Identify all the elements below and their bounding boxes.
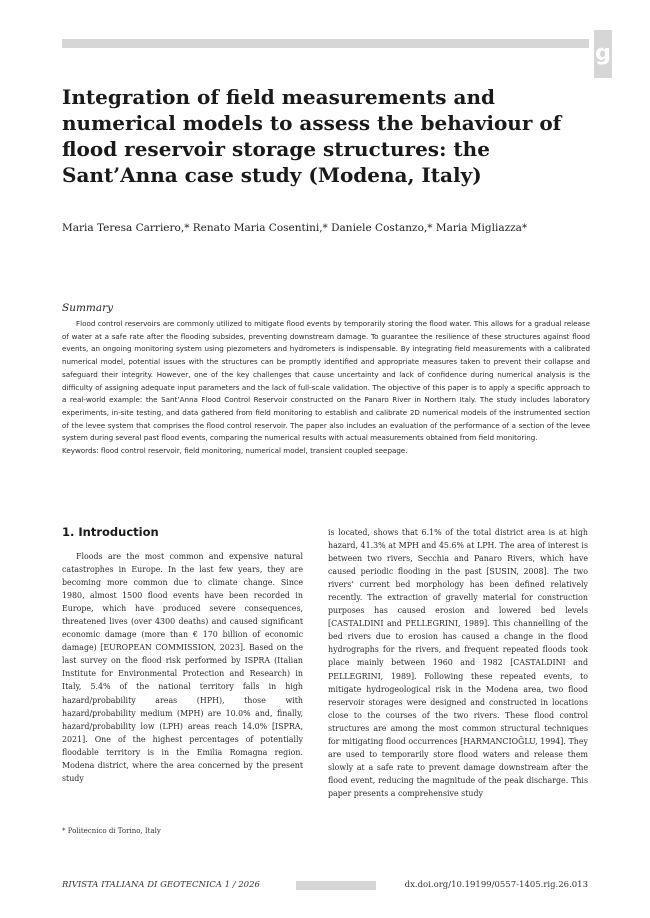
footer-bar bbox=[296, 881, 376, 890]
header-bar bbox=[62, 39, 589, 48]
journal-name: RIVISTA ITALIANA DI GEOTECNICA 1 / 2026 bbox=[62, 880, 260, 890]
summary-abstract bbox=[62, 318, 590, 458]
svg-text:g: g bbox=[595, 41, 611, 66]
section-heading-introduction: 1. Introduction bbox=[62, 525, 159, 539]
article-title: Integration of field measurements and numerical models to assess the behaviour of flood reservoir storage structures: the Sant’Anna case study (Modena, Italy) bbox=[62, 85, 562, 187]
journal-logo-icon bbox=[594, 30, 612, 78]
doi-link[interactable]: dx.doi.org/10.19199/0557-1405.rig.26.013 bbox=[404, 880, 588, 890]
keywords: Keywords: flood control reservoir, field monitoring, numerical model, transient coupled seepage. bbox=[62, 446, 408, 456]
affiliation-footnote: * Politecnico di Torino, Italy bbox=[62, 827, 161, 835]
summary-heading: Summary bbox=[62, 302, 114, 314]
summary-text: Flood control reservoirs are commonly utilized to mitigate flood events by temporarily storing the flood water. This allows for a gradual release of water at a safe rate after the flooding subsides, preventing downstream damage. To guarantee the resilience of these structures against flood events, an ongoing monitoring system using piezometers and hydrometers is indispensable. By integrating field measurements with a calibrated numerical model, potential issues with the structures can be promptly identified and appropriate measures taken to prevent their collapse and safeguard their integrity. However, one of the key challenges that cause uncertainty and lack of confidence during numerical analysis is the difficulty of assigning adequate input parameters and the lack of full-scale validation. The objective of this paper is to apply a specific approach to a real-world example: the Sant’Anna Flood Control Reservoir constructed on the Panaro River in Northern Italy. The study includes laboratory experiments, in-site testing, and data gathered from field monitoring to establish and calibrate 2D numerical models of the instrumented section of the levee system that comprises the flood control reservoir. The paper also includes an evaluation of the performance of a section of the levee system during several past flood events, comparing the numerical results with actual measurements obtained from field monitoring. bbox=[62, 319, 590, 443]
body-column-right bbox=[328, 526, 588, 800]
author-list: Maria Teresa Carriero,* Renato Maria Cosentini,* Daniele Costanzo,* Maria Migliazza* bbox=[62, 222, 528, 234]
intro-paragraph-left: Floods are the most common and expensive natural catastrophes in Europe. In the last few years, they are becoming more common due to climate change. Since 1980, almost 1500 flood events have been recorded in Europe, which have produced severe consequences, threatened lives (over 4300 deaths) and caused significant economic damage (more than € 170 billion of economic damage) [EUROPEAN COMMISSION, 2023]. Based on the last survey on the flood risk performed by ISPRA (Italian Institute for Environmental Protection and Research) in Italy, 5.4% of the national territory falls in high hazard/probability areas (HPH), those with hazard/probability medium (MPH) are 10.0% and, finally, hazard/probability low (LPH) areas reach 14.0% [ISPRA, 2021]. One of the highest percentages of potentially floodable territory is in the Emilia Romagna region. Modena district, where the area concerned by the present study bbox=[62, 552, 303, 783]
intro-paragraph-right: is located, shows that 6.1% of the total district area is at high hazard, 41.3% at MPH and 45.6% at LPH. The area of interest is between two rivers, Secchia and Panaro Rivers, which have caused periodic flooding in the past [SUSIN, 2008]. The two rivers’ current bed morphology has been defined relatively recently. The extraction of gravelly material for construction purposes has caused erosion and lowered bed levels [CASTALDINI and PELLEGRINI, 1989]. This channelling of the bed rivers due to erosion has caused a change in the flood hydrographs for the rivers, and frequent repeated floods took place mainly between 1960 and 1982 [CASTALDINI and PELLEGRINI, 1989]. Following these repeated events, to mitigate hydrogeological risk in the Modena area, two flood reservoir storages were designed and constructed in locations close to the courses of the two rivers. These flood control structures are among the most common structural techniques for mitigating flood occurrences [HARMANCIOĞLU, 1994]. They are used to temporarily store flood waters and release them slowly at a safe rate to prevent damage downstream after the flood event, reducing the magnitude of the peak discharge. This paper presents a comprehensive study bbox=[328, 528, 588, 798]
body-column-left bbox=[62, 550, 303, 785]
